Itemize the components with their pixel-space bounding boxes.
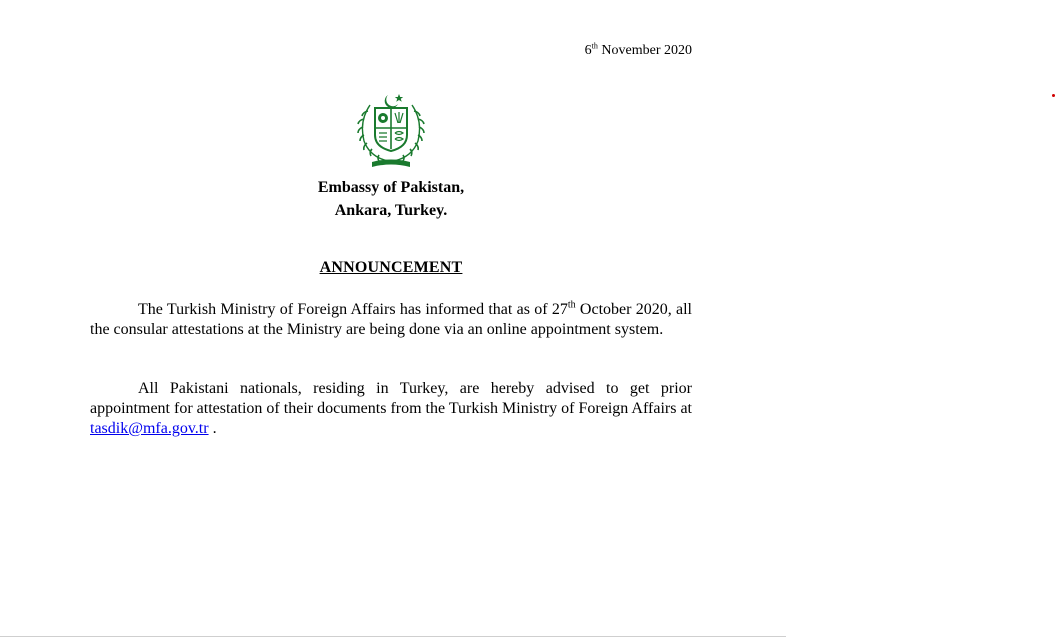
paragraph1-superscript: th [567, 299, 576, 311]
embassy-name: Embassy of Pakistan, [317, 179, 465, 196]
paragraph-advice [90, 379, 692, 439]
document-date [585, 43, 692, 59]
date-suffix: th [591, 41, 598, 51]
paragraph-attestation-info [90, 300, 692, 340]
date-day: 6 [584, 43, 592, 58]
email-link[interactable]: tasdik@mfa.gov.tr [90, 420, 209, 437]
red-mark [1052, 94, 1055, 97]
pakistan-emblem-icon [354, 91, 428, 169]
embassy-location: Ankara, Turkey. [334, 202, 448, 219]
paragraph1-text-start: The Turkish Ministry of Foreign Affairs has informed that as of 27 [138, 301, 568, 318]
paragraph2-text: All Pakistani nationals, residing in Turkey, are hereby advised to get prior appointment for attestation of their documents from the Turkish Ministry of Foreign Affairs at [90, 380, 692, 417]
paragraph2-end: . [208, 420, 217, 437]
date-month-year: November 2020 [601, 43, 692, 58]
announcement-title: ANNOUNCEMENT [319, 259, 463, 276]
page-bottom-border [0, 636, 786, 637]
paragraph1-text-end: October 2020, all the consular attestations at the Ministry are being done via an online appointment system. [90, 301, 693, 338]
